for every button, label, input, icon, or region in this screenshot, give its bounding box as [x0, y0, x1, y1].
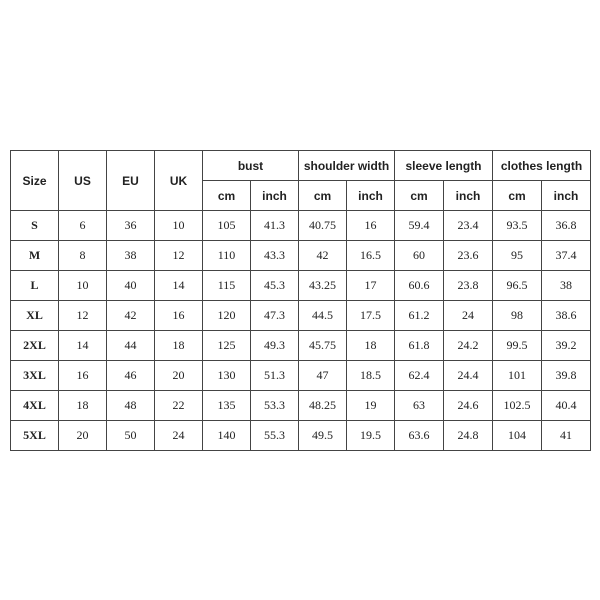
bust-cm-cell: 105 — [203, 211, 251, 241]
header-shoulder-width: shoulder width — [299, 151, 395, 181]
unit-clothes-cm: cm — [493, 181, 542, 211]
shoulder-inch-cell: 17 — [347, 271, 395, 301]
uk-cell: 22 — [155, 391, 203, 421]
shoulder-cm-cell: 43.25 — [299, 271, 347, 301]
sleeve-cm-cell: 60 — [395, 241, 444, 271]
table-row — [11, 271, 591, 301]
shoulder-cm-cell: 47 — [299, 361, 347, 391]
sleeve-inch-cell: 24.8 — [444, 421, 493, 451]
bust-inch-cell: 51.3 — [251, 361, 299, 391]
uk-cell: 18 — [155, 331, 203, 361]
sleeve-cm-cell: 59.4 — [395, 211, 444, 241]
size-cell: 4XL — [11, 391, 59, 421]
table-row — [11, 361, 591, 391]
bust-cm-cell: 125 — [203, 331, 251, 361]
sleeve-inch-cell: 24.6 — [444, 391, 493, 421]
header-bust: bust — [203, 151, 299, 181]
shoulder-cm-cell: 45.75 — [299, 331, 347, 361]
header-size: Size — [11, 151, 59, 211]
bust-cm-cell: 135 — [203, 391, 251, 421]
clothes-cm-cell: 98 — [493, 301, 542, 331]
header-clothes-length: clothes length — [493, 151, 591, 181]
bust-inch-cell: 53.3 — [251, 391, 299, 421]
unit-sleeve-cm: cm — [395, 181, 444, 211]
eu-cell: 48 — [107, 391, 155, 421]
sleeve-inch-cell: 23.4 — [444, 211, 493, 241]
shoulder-cm-cell: 40.75 — [299, 211, 347, 241]
us-cell: 14 — [59, 331, 107, 361]
us-cell: 8 — [59, 241, 107, 271]
bust-inch-cell: 43.3 — [251, 241, 299, 271]
us-cell: 6 — [59, 211, 107, 241]
sleeve-inch-cell: 23.6 — [444, 241, 493, 271]
shoulder-cm-cell: 49.5 — [299, 421, 347, 451]
uk-cell: 12 — [155, 241, 203, 271]
unit-sleeve-inch: inch — [444, 181, 493, 211]
table-row — [11, 241, 591, 271]
sleeve-inch-cell: 24.2 — [444, 331, 493, 361]
unit-bust-cm: cm — [203, 181, 251, 211]
bust-inch-cell: 47.3 — [251, 301, 299, 331]
header-sleeve-length: sleeve length — [395, 151, 493, 181]
table-row — [11, 211, 591, 241]
bust-inch-cell: 55.3 — [251, 421, 299, 451]
shoulder-inch-cell: 16.5 — [347, 241, 395, 271]
eu-cell: 50 — [107, 421, 155, 451]
header-eu: EU — [107, 151, 155, 211]
size-cell: 5XL — [11, 421, 59, 451]
header-row-groups — [11, 151, 591, 181]
sleeve-cm-cell: 61.2 — [395, 301, 444, 331]
bust-inch-cell: 45.3 — [251, 271, 299, 301]
sleeve-cm-cell: 63.6 — [395, 421, 444, 451]
clothes-inch-cell: 39.8 — [542, 361, 591, 391]
sleeve-cm-cell: 61.8 — [395, 331, 444, 361]
unit-shoulder-cm: cm — [299, 181, 347, 211]
size-cell: S — [11, 211, 59, 241]
size-cell: XL — [11, 301, 59, 331]
table-row — [11, 331, 591, 361]
sleeve-cm-cell: 62.4 — [395, 361, 444, 391]
uk-cell: 24 — [155, 421, 203, 451]
sleeve-inch-cell: 24.4 — [444, 361, 493, 391]
size-cell: M — [11, 241, 59, 271]
shoulder-cm-cell: 44.5 — [299, 301, 347, 331]
clothes-cm-cell: 99.5 — [493, 331, 542, 361]
us-cell: 20 — [59, 421, 107, 451]
eu-cell: 46 — [107, 361, 155, 391]
clothes-cm-cell: 93.5 — [493, 211, 542, 241]
size-cell: 3XL — [11, 361, 59, 391]
clothes-cm-cell: 102.5 — [493, 391, 542, 421]
clothes-inch-cell: 37.4 — [542, 241, 591, 271]
sleeve-cm-cell: 63 — [395, 391, 444, 421]
clothes-inch-cell: 38 — [542, 271, 591, 301]
bust-inch-cell: 41.3 — [251, 211, 299, 241]
us-cell: 12 — [59, 301, 107, 331]
bust-cm-cell: 120 — [203, 301, 251, 331]
bust-cm-cell: 130 — [203, 361, 251, 391]
us-cell: 10 — [59, 271, 107, 301]
size-cell: L — [11, 271, 59, 301]
shoulder-inch-cell: 17.5 — [347, 301, 395, 331]
eu-cell: 42 — [107, 301, 155, 331]
shoulder-inch-cell: 16 — [347, 211, 395, 241]
uk-cell: 20 — [155, 361, 203, 391]
clothes-inch-cell: 41 — [542, 421, 591, 451]
clothes-inch-cell: 39.2 — [542, 331, 591, 361]
bust-cm-cell: 115 — [203, 271, 251, 301]
unit-shoulder-inch: inch — [347, 181, 395, 211]
header-uk: UK — [155, 151, 203, 211]
eu-cell: 38 — [107, 241, 155, 271]
header-us: US — [59, 151, 107, 211]
shoulder-inch-cell: 19 — [347, 391, 395, 421]
clothes-cm-cell: 101 — [493, 361, 542, 391]
clothes-cm-cell: 96.5 — [493, 271, 542, 301]
shoulder-inch-cell: 19.5 — [347, 421, 395, 451]
sleeve-cm-cell: 60.6 — [395, 271, 444, 301]
eu-cell: 36 — [107, 211, 155, 241]
size-cell: 2XL — [11, 331, 59, 361]
uk-cell: 14 — [155, 271, 203, 301]
size-chart-table — [10, 150, 591, 451]
uk-cell: 10 — [155, 211, 203, 241]
table-row — [11, 421, 591, 451]
sleeve-inch-cell: 23.8 — [444, 271, 493, 301]
table-row — [11, 391, 591, 421]
eu-cell: 40 — [107, 271, 155, 301]
clothes-inch-cell: 40.4 — [542, 391, 591, 421]
shoulder-inch-cell: 18 — [347, 331, 395, 361]
unit-bust-inch: inch — [251, 181, 299, 211]
table-row — [11, 301, 591, 331]
us-cell: 16 — [59, 361, 107, 391]
uk-cell: 16 — [155, 301, 203, 331]
clothes-inch-cell: 36.8 — [542, 211, 591, 241]
sleeve-inch-cell: 24 — [444, 301, 493, 331]
clothes-inch-cell: 38.6 — [542, 301, 591, 331]
bust-inch-cell: 49.3 — [251, 331, 299, 361]
shoulder-cm-cell: 42 — [299, 241, 347, 271]
eu-cell: 44 — [107, 331, 155, 361]
us-cell: 18 — [59, 391, 107, 421]
clothes-cm-cell: 95 — [493, 241, 542, 271]
shoulder-cm-cell: 48.25 — [299, 391, 347, 421]
clothes-cm-cell: 104 — [493, 421, 542, 451]
bust-cm-cell: 110 — [203, 241, 251, 271]
shoulder-inch-cell: 18.5 — [347, 361, 395, 391]
unit-clothes-inch: inch — [542, 181, 591, 211]
bust-cm-cell: 140 — [203, 421, 251, 451]
